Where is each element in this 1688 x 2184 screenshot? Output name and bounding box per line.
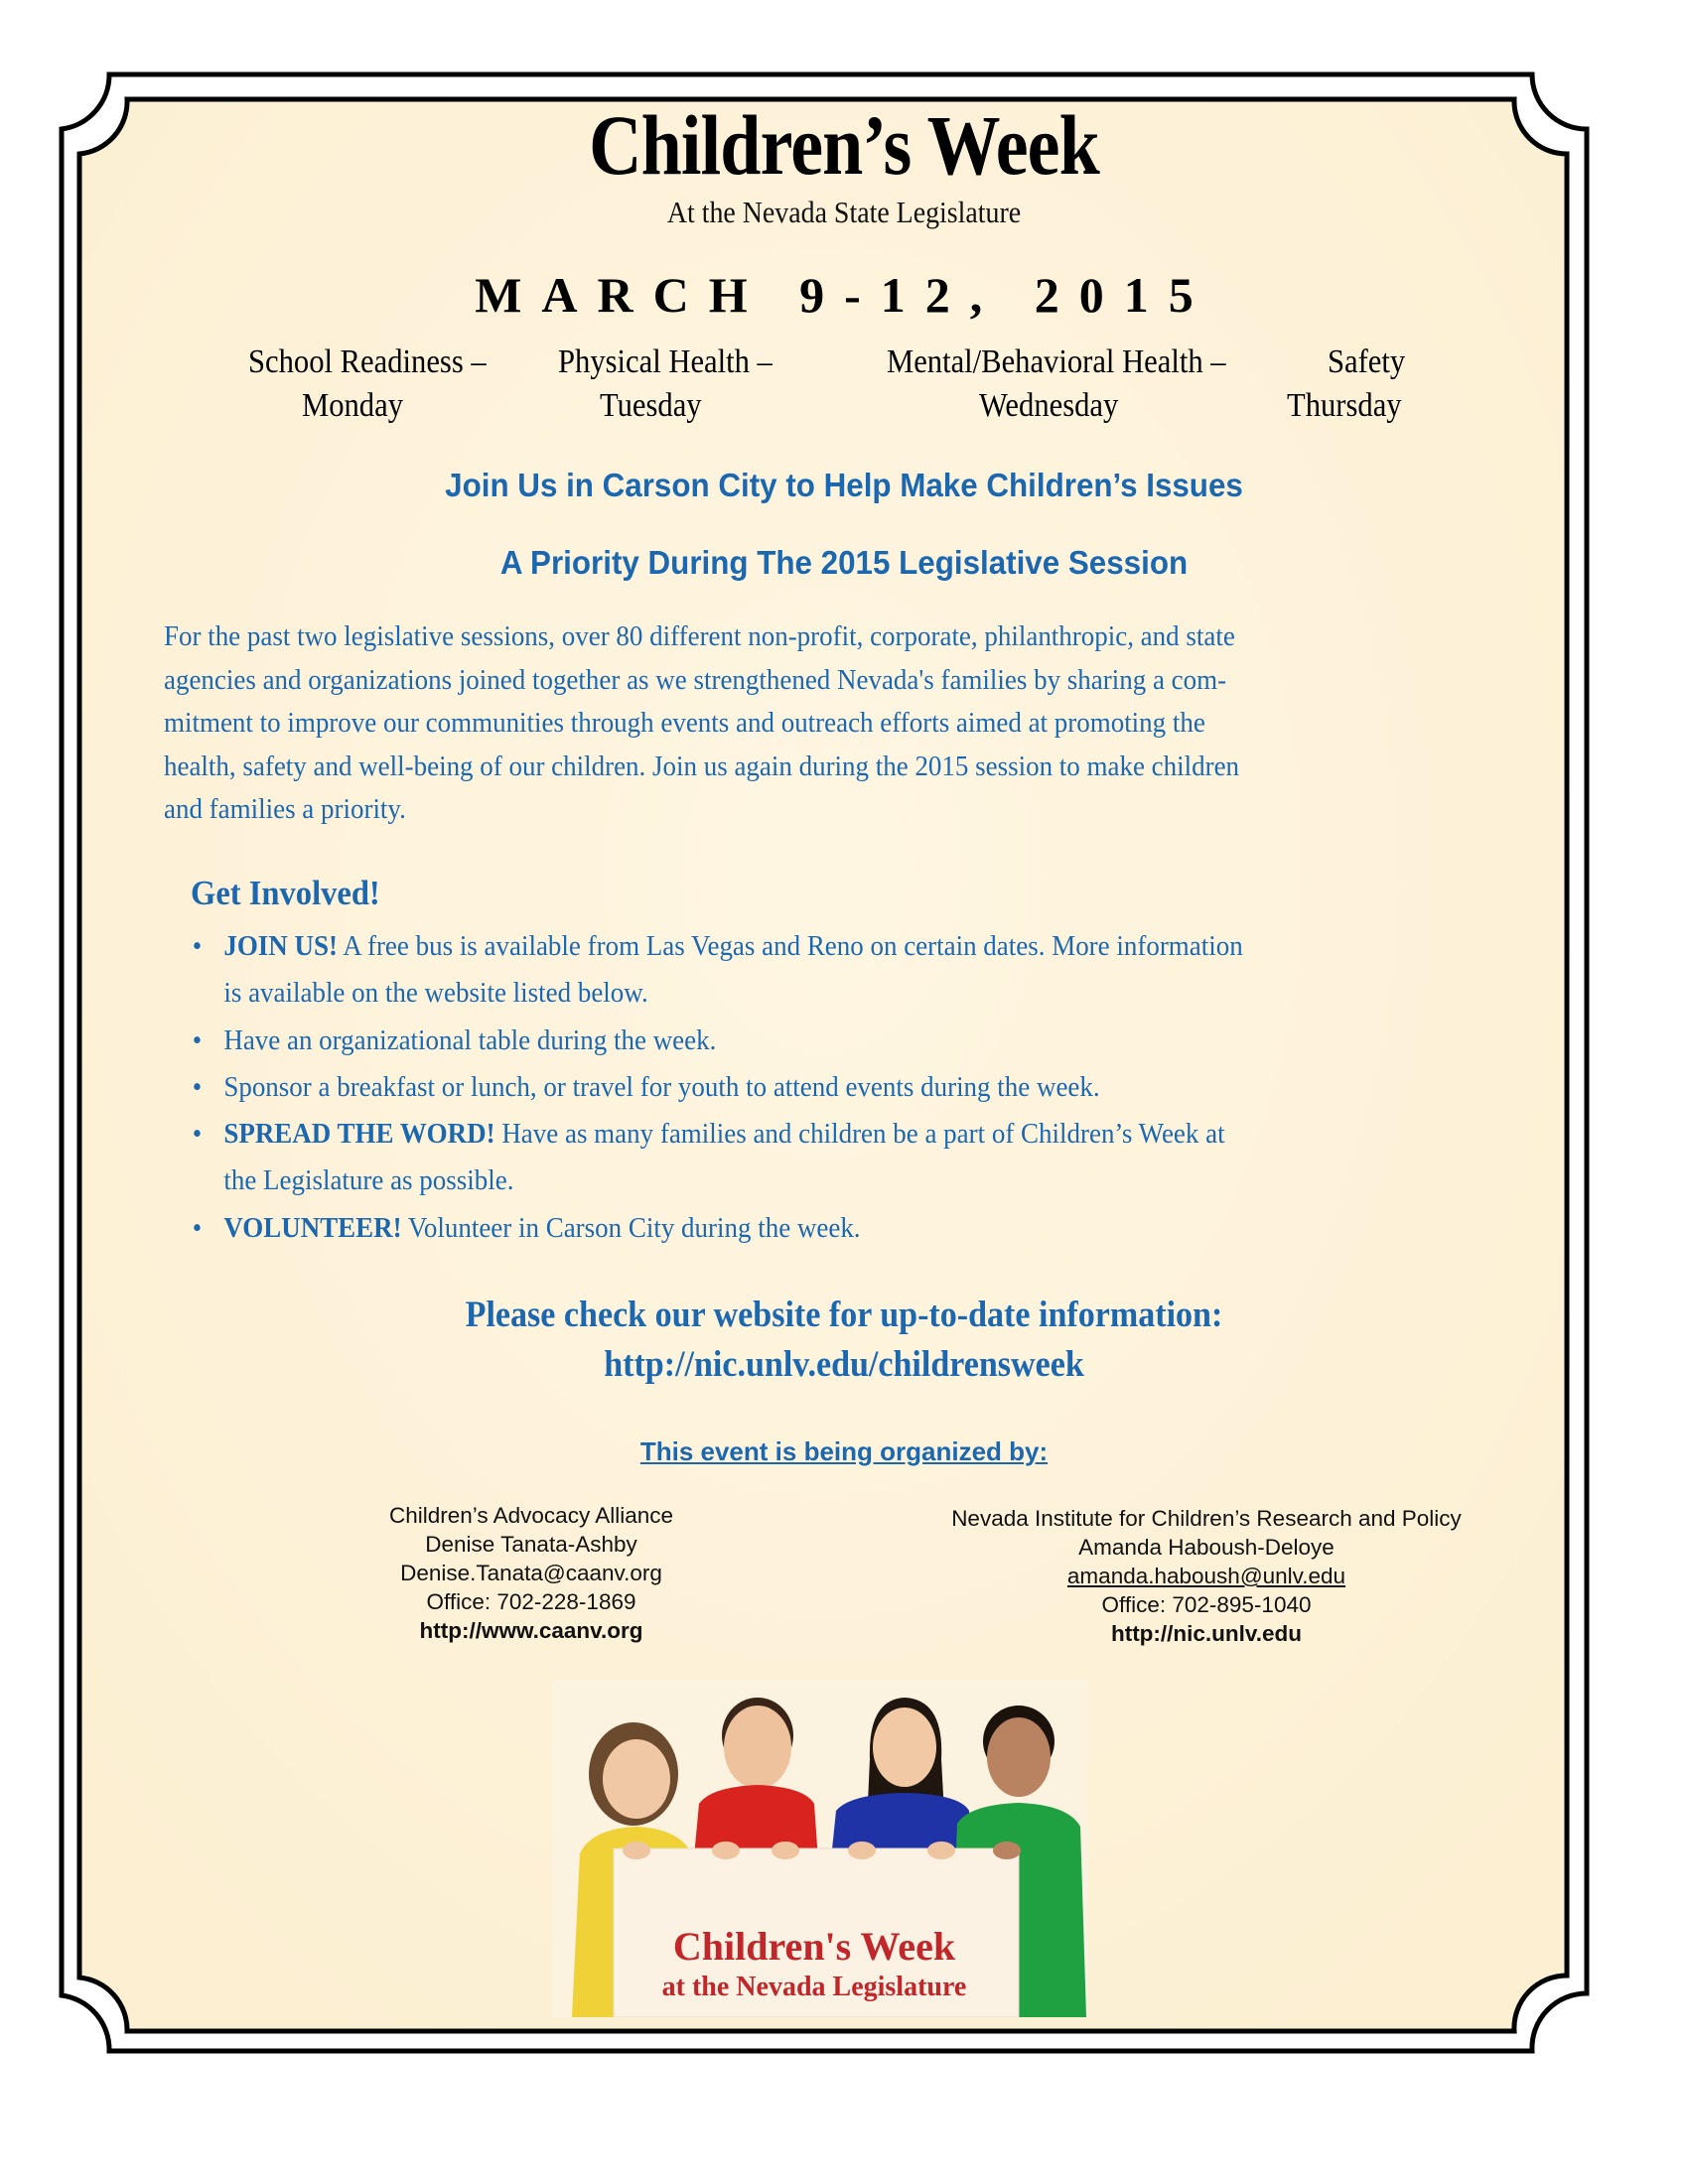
item-emphasis: SPREAD THE WORD! — [223, 1118, 495, 1151]
list-item — [189, 1111, 1445, 1205]
theme-safety: Safety — [1328, 343, 1406, 380]
get-involved-heading: Get Involved! — [191, 874, 380, 912]
organizer-contact-name: Denise Tanata-Ashby — [425, 1532, 637, 1557]
item-emphasis: JOIN US! — [223, 930, 338, 962]
organizer-caa — [343, 1501, 720, 1645]
item-text: A free bus is available from Las Vegas and Reno on certain dates. More information — [337, 930, 1243, 962]
intro-line: agencies and organizations joined together as we strengthened Nevada's families by sharing a com- — [164, 663, 1227, 696]
intro-paragraph — [164, 615, 1438, 832]
organizer-email[interactable]: Denise.Tanata@caanv.org — [400, 1561, 662, 1585]
event-dates: MARCH 9-12, 2015 — [475, 267, 1213, 323]
item-text-continued: is available on the website listed below. — [223, 977, 648, 1010]
item-text-continued: the Legislature as possible. — [223, 1164, 514, 1197]
get-involved-list — [189, 923, 1445, 1252]
banner-subtitle: at the Nevada Legislature — [661, 1972, 967, 2002]
intro-line: and families a priority. — [164, 793, 406, 825]
item-text: Have an organizational table during the week. — [223, 1024, 717, 1056]
list-item — [189, 923, 1445, 1018]
intro-line: mitment to improve our communities through events and outreach efforts aimed at promoting the — [164, 707, 1205, 739]
theme-mental-health: Mental/Behavioral Health – — [887, 343, 1226, 380]
headline-line-1: Join Us in Carson City to Help Make Children’s Issues — [445, 467, 1243, 503]
organizer-contact-name: Amanda Haboush-Deloye — [1078, 1535, 1335, 1560]
theme-school-readiness: School Readiness – — [248, 343, 487, 380]
organizer-org: Children’s Advocacy Alliance — [389, 1503, 673, 1528]
website-link[interactable]: http://nic.unlv.edu/childrensweek — [604, 1344, 1084, 1385]
organizer-nic — [899, 1504, 1514, 1648]
bullet-icon: • — [192, 930, 203, 962]
item-emphasis: VOLUNTEER! — [223, 1211, 402, 1244]
intro-line: For the past two legislative sessions, over 80 different non-profit, corporate, philanthropic, and state — [164, 620, 1235, 652]
day-thursday: Thursday — [1287, 387, 1402, 424]
banner-title: Children's Week — [672, 1924, 956, 1969]
list-item — [189, 1018, 1445, 1064]
organizers-heading: This event is being organized by: — [639, 1436, 1049, 1466]
organizer-website-link[interactable]: http://nic.unlv.edu — [1110, 1621, 1303, 1646]
organizer-website-link[interactable]: http://www.caanv.org — [419, 1618, 643, 1643]
bullet-icon: • — [192, 1211, 203, 1244]
item-text: Sponsor a breakfast or lunch, or travel for youth to attend events during the week. — [223, 1070, 1100, 1103]
organizer-phone: Office: 702-895-1040 — [1101, 1592, 1312, 1617]
page-subtitle: At the Nevada State Legislature — [666, 195, 1022, 229]
headline-line-2: A Priority During The 2015 Legislative Session — [499, 544, 1189, 581]
bullet-icon: • — [192, 1070, 203, 1103]
theme-physical-health: Physical Health – — [558, 343, 773, 380]
children-banner-photo — [552, 1680, 1088, 2017]
themes-row — [0, 343, 1688, 383]
day-tuesday: Tuesday — [600, 387, 702, 424]
days-row — [0, 387, 1688, 427]
list-item — [189, 1205, 1445, 1252]
item-text: Volunteer in Carson City during the week. — [401, 1211, 861, 1244]
item-text: Have as many families and children be a part of Children’s Week at — [494, 1118, 1225, 1151]
bullet-icon: • — [192, 1118, 203, 1151]
day-wednesday: Wednesday — [979, 387, 1119, 424]
page-title: Children’s Week — [589, 97, 1099, 193]
website-prompt: Please check our website for up-to-date information: — [465, 1295, 1223, 1335]
organizer-phone: Office: 702-228-1869 — [426, 1589, 636, 1614]
list-item — [189, 1064, 1445, 1111]
organizer-org: Nevada Institute for Children’s Research and Policy — [951, 1506, 1462, 1531]
day-monday: Monday — [302, 387, 403, 424]
organizer-email[interactable]: amanda.haboush@unlv.edu — [1066, 1564, 1346, 1588]
intro-line: health, safety and well-being of our children. Join us again during the 2015 session to make children — [164, 750, 1240, 782]
bullet-icon: • — [192, 1024, 203, 1056]
